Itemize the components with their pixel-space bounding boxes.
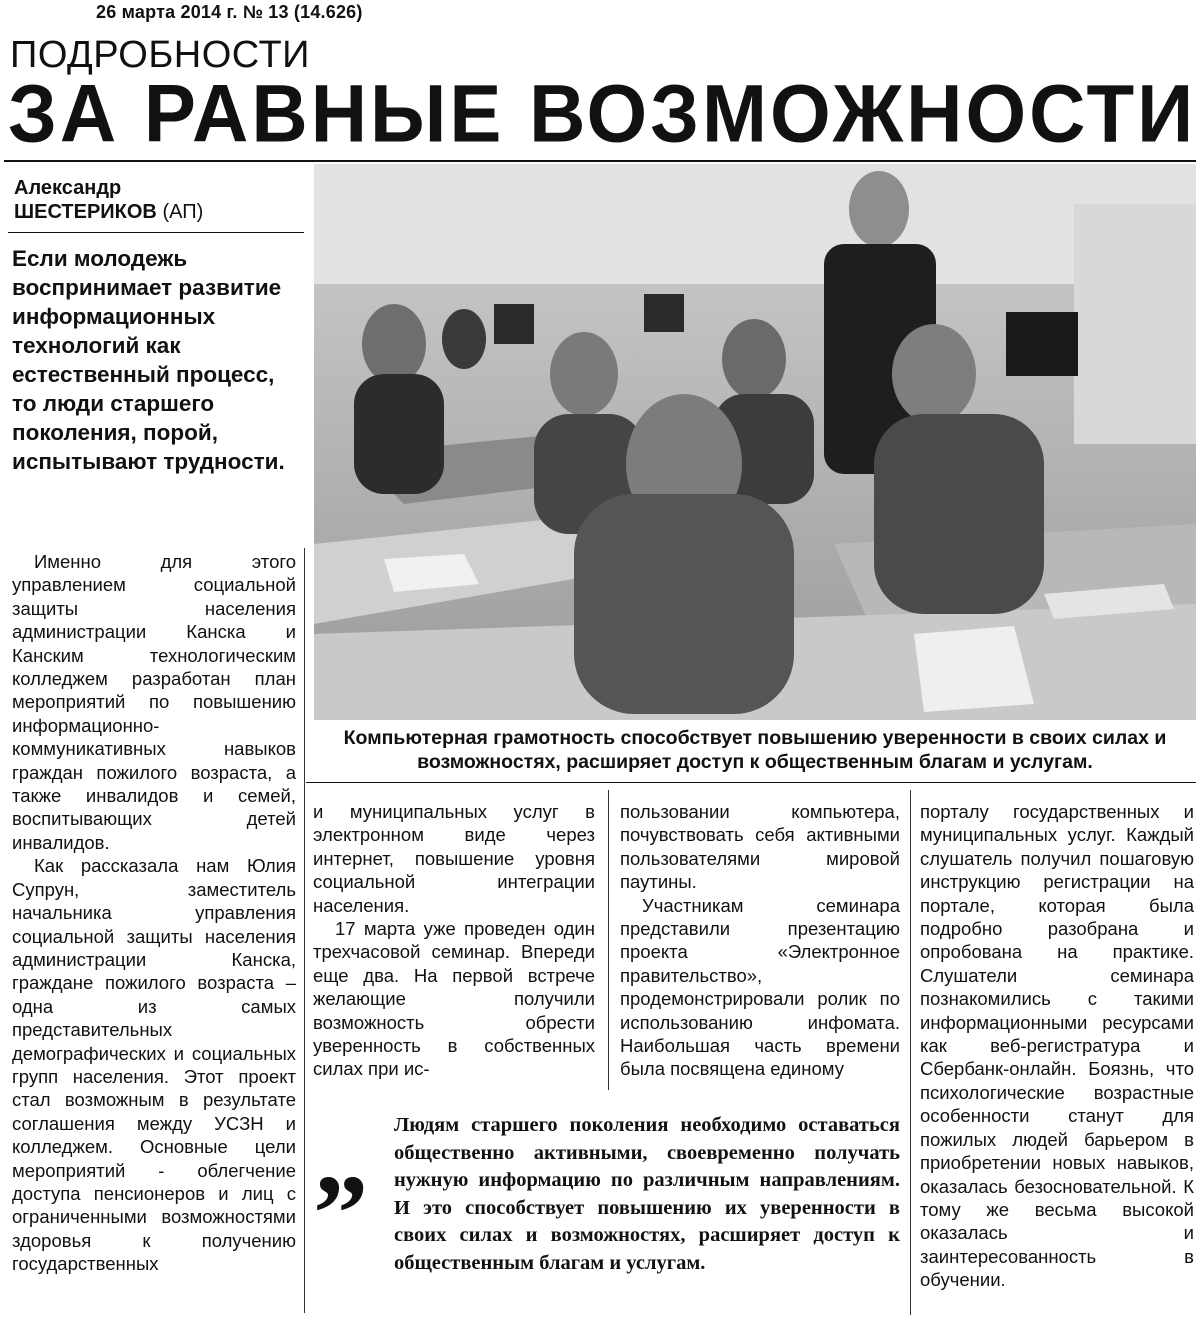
photo-classroom-seminar (314, 164, 1196, 720)
article-photo (314, 164, 1196, 720)
article-column-3 (620, 800, 900, 1081)
caption-divider (306, 782, 1196, 783)
article-column-4 (920, 800, 1194, 1292)
paragraph: порталу государственных и муниципальных услуг. Каждый слушатель получил пошаговую инструкцию регистрации на портале, которая была подробно разобрана и опробована на практике. Слушатели семинара познакомились с такими информационными ресурсами как веб-регистратура и Сбербанк-онлайн. Боязнь, что психологические возрастные особенности станут для пожилых людей барьером в приобретении новых навыков, оказалась безосновательной. К тому же весьма высокой оказалась и заинтересованность в обучении. (920, 801, 1194, 1291)
paragraph: Участникам семинара представили презентацию проекта «Электронное правительство», продемонстрировали ролик по использованию инфомата. Наибольшая часть времени была посвящена единому (620, 894, 900, 1080)
article-column-2 (313, 800, 595, 1081)
issue-date-line: 26 марта 2014 г. № 13 (14.626) (96, 2, 363, 22)
photo-caption: Компьютерная грамотность способствует повышению уверенности в своих силах и возможностях, расширяет доступ к общественным благам и услугам. (343, 727, 1167, 773)
article-headline: ЗА РАВНЫЕ ВОЗМОЖНОСТИ (8, 66, 1197, 160)
author-first-name: Александр (14, 177, 122, 199)
author-agency: (АП) (162, 201, 204, 223)
header-divider (4, 160, 1196, 162)
pull-quote: Людям старшего поколения необходимо оставаться общественно активными, своевременно получать нужную информацию по различным направлениям. И это способствует повышению их уверенности в своих силах и возможностях, расширяет доступ к общественным благам и услугам. (394, 1114, 900, 1274)
author-byline (14, 176, 203, 224)
column-divider (608, 790, 609, 1090)
byline-divider (8, 232, 304, 233)
article-lead: Если молодежь воспринимает развитие информационных технологий как естественный процесс, то люди старшего поколения, порой, испытывают трудности. (12, 246, 285, 474)
paragraph: 17 марта уже проведен один трехчасовой семинар. Впереди еще два. На первой встрече желающие получили возможность обрести уверенность в собственных силах при ис- (313, 918, 595, 1080)
paragraph: и муниципальных услуг в электронном виде через интернет, повышение уровня социальной интеграции населения. (313, 801, 595, 916)
column-divider (910, 790, 911, 1315)
paragraph: пользовании компьютера, почувствовать себя активными пользователями мировой паутины. (620, 801, 900, 893)
article-column-1 (12, 550, 296, 1276)
paragraph: Как рассказала нам Юлия Супрун, заместитель начальника управления социальной защиты населения администрации Канска, граждане пожилого возраста – одна из самых представительных демографических и социальных групп населения. Этот проект стал возможным в результате соглашения между УСЗН и колледжем. Основные цели мероприятий - облегчение доступа пенсионеров и лиц с ограниченными возможностями здоровья к получению государственных (12, 855, 296, 1275)
paragraph: Именно для этого управлением социальной защиты населения администрации Канска и Канским технологическим колледжем разработан план мероприятий по повышению информационно-коммуникативных навыков граждан пожилого возраста, а также инвалидов и семей, воспитывающих детей инвалидов. (12, 551, 296, 853)
quote-mark-icon: „ (314, 1095, 369, 1217)
rubric-label: ПОДРОБНОСТИ (10, 34, 310, 76)
column-divider (304, 548, 305, 1313)
author-last-name: ШЕСТЕРИКОВ (14, 201, 157, 223)
